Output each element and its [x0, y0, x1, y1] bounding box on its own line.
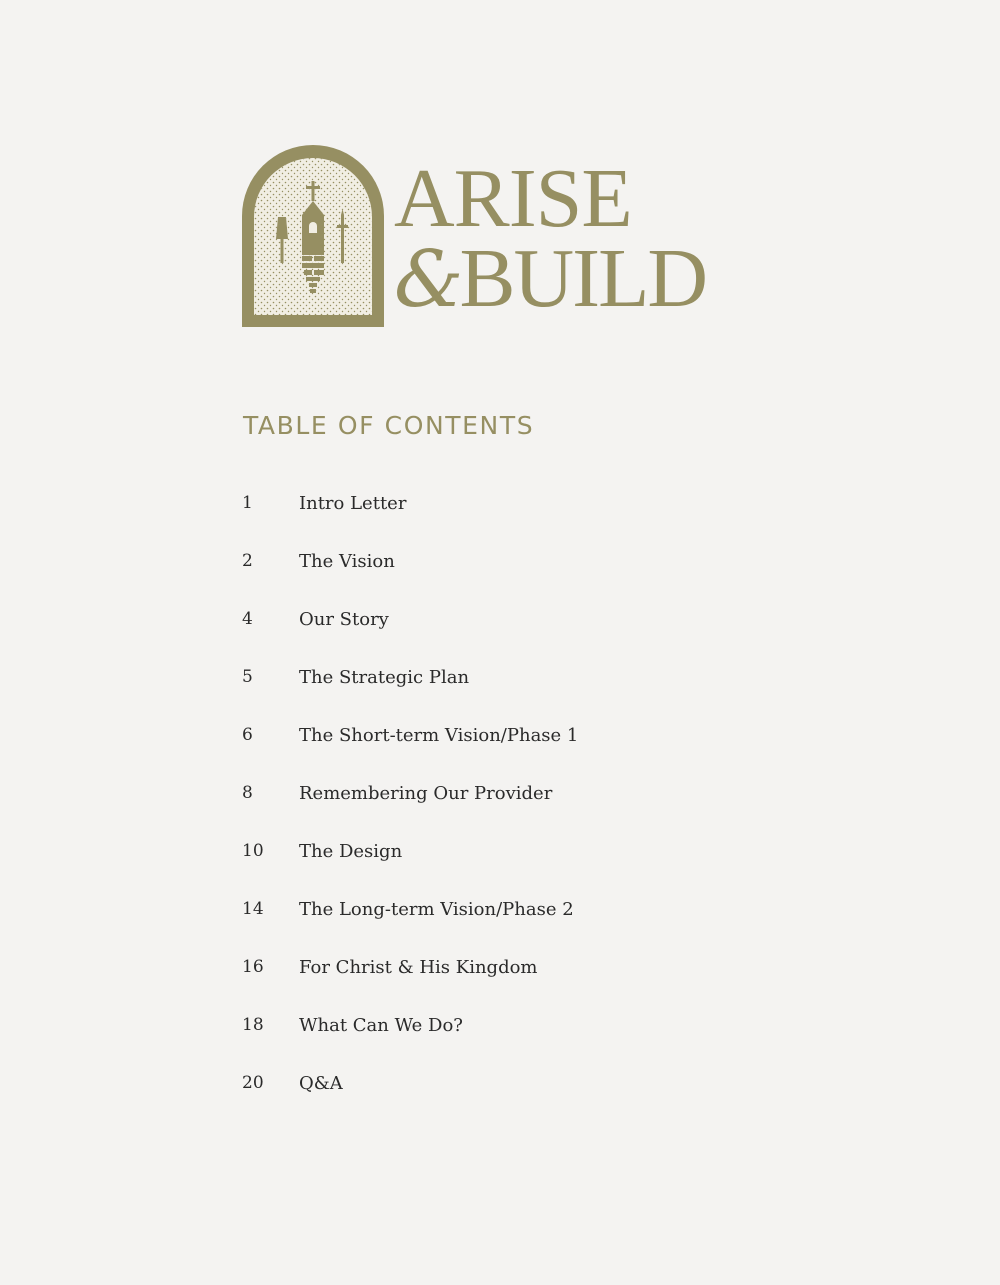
toc-heading: TABLE OF CONTENTS — [243, 411, 535, 440]
toc-page-number: 18 — [242, 1015, 264, 1035]
toc-page-number: 20 — [242, 1073, 264, 1093]
toc-title: The Design — [299, 841, 403, 862]
toc-entry[interactable] — [242, 783, 578, 841]
arise-build-logo — [242, 145, 742, 330]
toc-title: Q&A — [299, 1073, 343, 1094]
toc-entry[interactable] — [242, 493, 578, 551]
toc-page-number: 2 — [242, 551, 253, 571]
toc-title: Intro Letter — [299, 493, 407, 514]
toc-title: The Vision — [299, 551, 395, 572]
toc-page-number: 8 — [242, 783, 253, 803]
toc-title: For Christ & His Kingdom — [299, 957, 538, 978]
toc-entry[interactable] — [242, 841, 578, 899]
toc-list — [242, 493, 578, 1131]
toc-page-number: 10 — [242, 841, 264, 861]
toc-page-number: 4 — [242, 609, 253, 629]
toc-title: The Strategic Plan — [299, 667, 470, 688]
toc-entry[interactable] — [242, 1015, 578, 1073]
toc-entry[interactable] — [242, 667, 578, 725]
toc-entry[interactable] — [242, 725, 578, 783]
toc-title: The Long-term Vision/Phase 2 — [299, 899, 574, 920]
toc-entry[interactable] — [242, 899, 578, 957]
wordmark-build: BUILD — [459, 232, 707, 325]
toc-entry[interactable] — [242, 1073, 578, 1131]
wordmark-ampersand: & — [394, 235, 462, 325]
toc-page-number: 16 — [242, 957, 264, 977]
toc-entry[interactable] — [242, 957, 578, 1015]
toc-title: Our Story — [299, 609, 389, 630]
toc-entry[interactable] — [242, 609, 578, 667]
toc-page-number: 5 — [242, 667, 253, 687]
toc-page-number: 6 — [242, 725, 253, 745]
toc-page-number: 14 — [242, 899, 264, 919]
toc-page-number: 1 — [242, 493, 253, 513]
toc-title: Remembering Our Provider — [299, 783, 553, 804]
toc-title: What Can We Do? — [299, 1015, 463, 1036]
wordmark — [394, 152, 707, 325]
wordmark-arise: ARISE — [394, 152, 632, 245]
toc-title: The Short-term Vision/Phase 1 — [299, 725, 579, 746]
wordmark-build-line — [394, 232, 707, 325]
church-arch-icon — [242, 145, 384, 327]
toc-entry[interactable] — [242, 551, 578, 609]
